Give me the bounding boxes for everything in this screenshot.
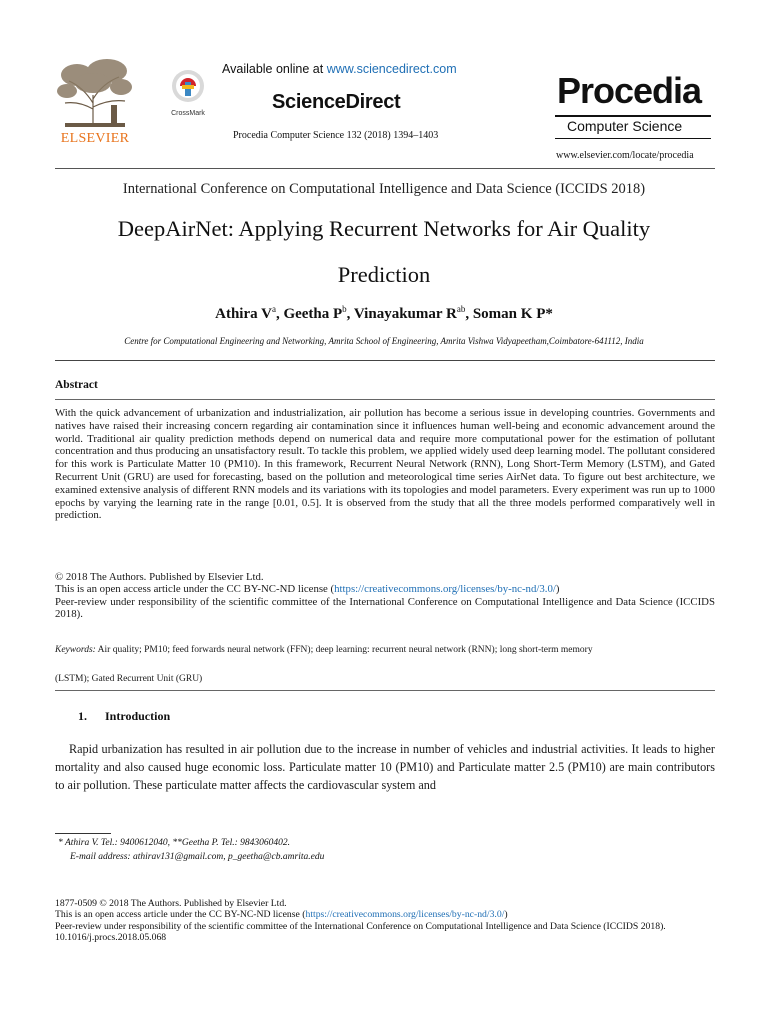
paper-title-line-2: Prediction (337, 262, 431, 287)
author-affil-mark: ab (456, 304, 466, 314)
author-separator: , (275, 306, 284, 322)
author-name: Geetha P (283, 306, 343, 322)
footnote-email: E-mail address: athirav131@gmail.com, p_geetha@cb.amrita.edu (70, 852, 325, 862)
license-line (55, 583, 715, 595)
license-link[interactable]: https://creativecommons.org/licenses/by-nc-nd/3.0/ (334, 583, 556, 596)
footer-license (55, 909, 725, 920)
rights-block (55, 571, 715, 620)
author-list (0, 304, 768, 323)
procedia-title: Procedia (557, 70, 702, 111)
copyright-line: © 2018 The Authors. Published by Elsevier Ltd. (55, 571, 264, 583)
procedia-logo (555, 70, 711, 136)
conference-name: International Conference on Computational Intelligence and Data Science (ICCIDS 2018) (122, 181, 646, 197)
header-divider (55, 168, 715, 169)
keywords-label: Keywords: (55, 645, 96, 655)
keywords-divider (55, 690, 715, 691)
affiliation: Centre for Computational Engineering and Networking, Amrita School of Engineering, Amrita Vishwa Vidyapeetham,Coimbatore-641112, India (124, 336, 644, 346)
available-online (222, 62, 457, 76)
procedia-rule-bottom (555, 138, 711, 139)
affiliation-divider (55, 360, 715, 361)
footer-license-suffix: ) (504, 909, 508, 921)
keywords (55, 636, 715, 694)
footnote-phone: * Athira V. Tel.: 9400612040, **Geetha P. Tel.: 9843060402. (58, 838, 291, 848)
footer-license-link[interactable]: https://creativecommons.org/licenses/by-nc-nd/3.0/ (305, 909, 505, 921)
section-number: 1. (78, 709, 87, 723)
license-suffix: ) (555, 583, 560, 596)
available-prefix: Available online at (222, 62, 327, 76)
introduction-paragraph: Rapid urbanization has resulted in air pollution due to the increase in number of vehicles and industrial activities. It leads to higher mortality and also caused huge economic loss. Particulate matter 10 (PM10) and Particulate matter 2.5 (PM10) are main contributors to air pollution. These particulate matter affects the cardiovascular system and (55, 742, 715, 792)
footer-license-prefix: This is an open access article under the CC BY-NC-ND license ( (55, 909, 306, 921)
author-affil-mark: b (342, 304, 347, 314)
footer-peer-review: Peer-review under responsibility of the scientific committee of the International Conference on Computational Intelligence and Data Science (ICCIDS 2018). (55, 920, 666, 932)
footer-doi[interactable]: 10.1016/j.procs.2018.05.068 (55, 931, 167, 943)
author-separator: , (465, 306, 473, 322)
section-title: Introduction (105, 709, 171, 723)
journal-citation: Procedia Computer Science 132 (2018) 1394–1403 (233, 130, 439, 141)
crossmark-label: CrossMark (171, 110, 205, 117)
abstract-heading: Abstract (55, 379, 98, 391)
peer-review-line: Peer-review under responsibility of the scientific committee of the International Conference on Computational Intelligence and Data Science (ICCIDS 2018). (55, 595, 715, 620)
author-name: Athira V (215, 306, 272, 322)
sciencedirect-link[interactable]: www.sciencedirect.com (326, 62, 457, 76)
footnote-divider (55, 833, 111, 834)
author-separator: , (346, 306, 354, 322)
keywords-line-1 (55, 636, 715, 665)
page-footer (55, 898, 725, 943)
crossmark-badge[interactable] (165, 69, 211, 117)
keywords-list: Air quality; PM10; feed forwards neural network (FFN); deep learning: recurrent neural network (RNN); long short-term memory (95, 645, 593, 655)
procedia-rule (555, 115, 711, 117)
elsevier-wordmark: ELSEVIER (60, 131, 130, 146)
abstract-divider (55, 399, 715, 400)
journal-url[interactable]: www.elsevier.com/locate/procedia (556, 150, 694, 161)
author-name: Vinayakumar R (353, 306, 457, 322)
paper-title-line-1: DeepAirNet: Applying Recurrent Networks for Air Quality (117, 216, 651, 241)
author-name: Soman K P* (472, 306, 553, 322)
keywords-line-2: (LSTM); Gated Recurrent Unit (GRU) (55, 674, 203, 684)
license-prefix: This is an open access article under the CC BY-NC-ND license ( (55, 583, 335, 596)
author-affil-mark: a (271, 304, 276, 314)
introduction-text (55, 740, 715, 794)
abstract-text: With the quick advancement of urbanization and industrialization, air pollution has become a serious issue in developing countries. Governments and natives have raised their increasing concern regarding air contamination since it influences human well-being and economic advancement around the world. Traditional air quality prediction methods depend on numerical data and require more computational power for the estimation of pollutant concentration and thus producing an unsatisfactory result. To tackle this problem, we applied widely used deep learning model. The pollutant considered for this work is Particulate Matter 10 (PM10). In this framework, Recurrent Neural Network (RNN), Long Short-Term Memory (LSTM), and Gated Recurrent Unit (GRU) are used for forecasting, based on the pollution and meteorological time series AirNet data. To figure out best architecture, we examined extensive analysis of different RNN models and its variations with its topologies and model parameters. Every experiment was run up to 1000 epochs by varying the learning rate in the range [0.01, 0.5]. It is observed from the study that all the three models performed comparatively well in prediction. (55, 407, 715, 522)
procedia-subtitle: Computer Science (567, 118, 683, 134)
footer-issn: 1877-0509 © 2018 The Authors. Published by Elsevier Ltd. (55, 898, 287, 909)
crossmark-icon (171, 69, 205, 103)
sciencedirect-brand: ScienceDirect (272, 91, 401, 113)
section-heading-introduction (78, 709, 170, 724)
